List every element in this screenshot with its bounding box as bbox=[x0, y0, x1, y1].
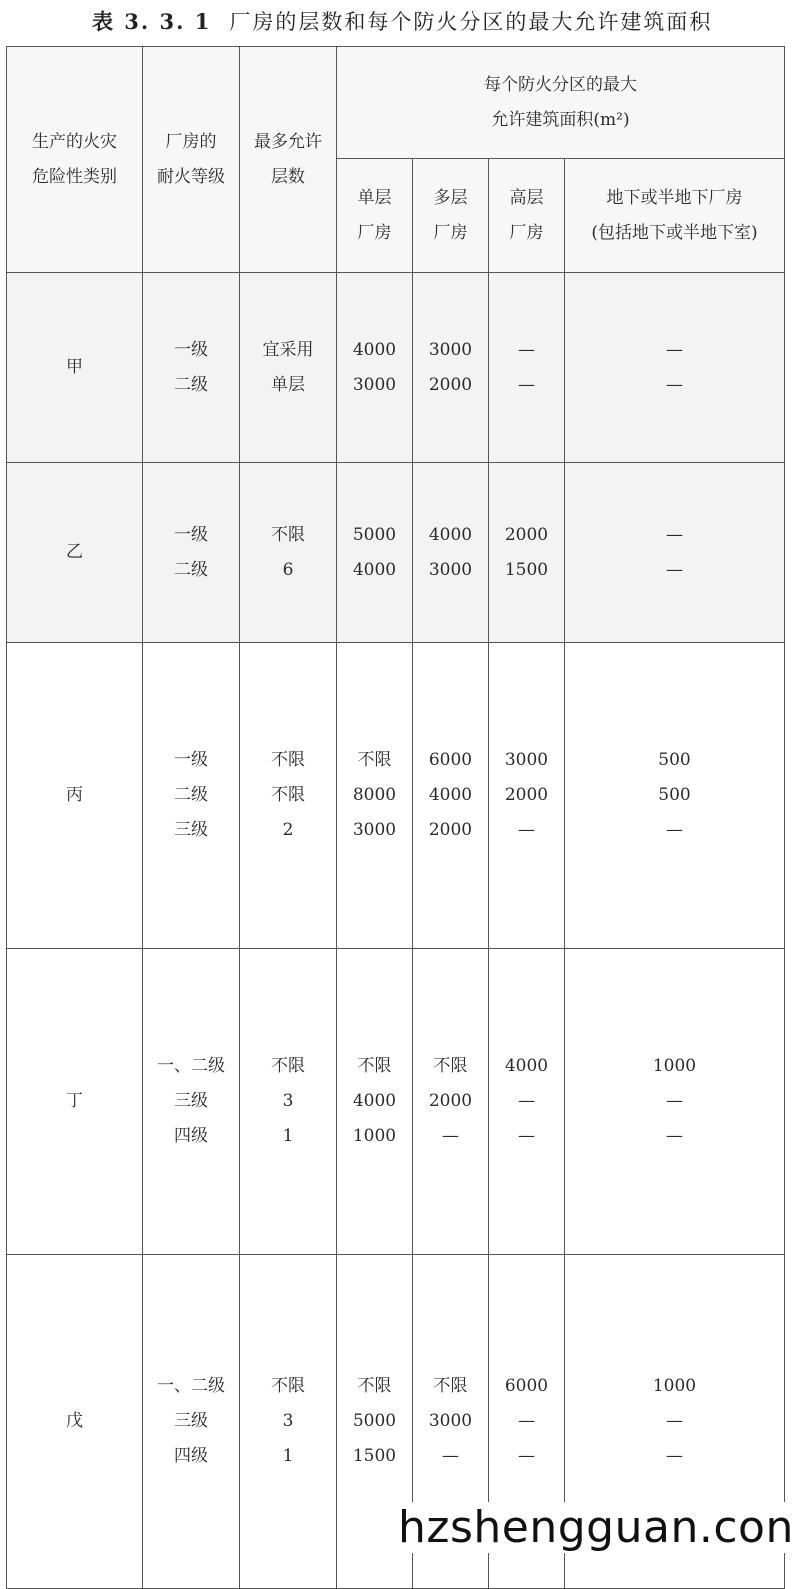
table-number: 表 3. 3. 1 bbox=[92, 9, 212, 34]
multi-cell: 不限 3000 — bbox=[413, 1255, 489, 1589]
single-cell: 4000 3000 bbox=[337, 273, 413, 463]
multi-cell: 3000 2000 bbox=[413, 273, 489, 463]
multi-cell: 4000 3000 bbox=[413, 463, 489, 643]
table-row bbox=[7, 273, 785, 463]
site-watermark: hzshengguan.con bbox=[398, 1502, 794, 1553]
fire-compartment-table bbox=[6, 46, 785, 1589]
header-fire-rating: 厂房的 耐火等级 bbox=[143, 47, 240, 273]
header-area-group: 每个防火分区的最大 允许建筑面积(m²) bbox=[337, 47, 785, 159]
rating-cell: 一级 二级 bbox=[143, 463, 240, 643]
floors-cell: 不限 3 1 bbox=[240, 949, 337, 1255]
single-cell: 不限 4000 1000 bbox=[337, 949, 413, 1255]
floors-cell: 不限 3 1 bbox=[240, 1255, 337, 1589]
high-cell: 6000 — — bbox=[489, 1255, 565, 1589]
header-high: 高层 厂房 bbox=[489, 159, 565, 273]
underground-cell: 1000 — — bbox=[565, 949, 785, 1255]
single-cell: 5000 4000 bbox=[337, 463, 413, 643]
category-cell: 戊 bbox=[7, 1255, 143, 1589]
floors-cell: 不限 不限 2 bbox=[240, 643, 337, 949]
high-cell: — — bbox=[489, 273, 565, 463]
rating-cell: 一、二级 三级 四级 bbox=[143, 949, 240, 1255]
high-cell: 3000 2000 — bbox=[489, 643, 565, 949]
rating-cell: 一、二级 三级 四级 bbox=[143, 1255, 240, 1589]
table-row bbox=[7, 949, 785, 1255]
high-cell: 2000 1500 bbox=[489, 463, 565, 643]
header-row-1 bbox=[7, 47, 785, 159]
header-underground: 地下或半地下厂房 (包括地下或半地下室) bbox=[565, 159, 785, 273]
category-cell: 丁 bbox=[7, 949, 143, 1255]
table-title: 厂房的层数和每个防火分区的最大允许建筑面积 bbox=[229, 10, 713, 34]
header-max-floors: 最多允许 层数 bbox=[240, 47, 337, 273]
header-category: 生产的火灾 危险性类别 bbox=[7, 47, 143, 273]
floors-cell: 宜采用 单层 bbox=[240, 273, 337, 463]
underground-cell: — — bbox=[565, 273, 785, 463]
category-cell: 甲 bbox=[7, 273, 143, 463]
multi-cell: 不限 2000 — bbox=[413, 949, 489, 1255]
single-cell: 不限 8000 3000 bbox=[337, 643, 413, 949]
underground-cell: 500 500 — bbox=[565, 643, 785, 949]
header-multi: 多层 厂房 bbox=[413, 159, 489, 273]
category-cell: 乙 bbox=[7, 463, 143, 643]
table-row bbox=[7, 463, 785, 643]
floors-cell: 不限 6 bbox=[240, 463, 337, 643]
category-cell: 丙 bbox=[7, 643, 143, 949]
header-single: 单层 厂房 bbox=[337, 159, 413, 273]
underground-cell: — — bbox=[565, 463, 785, 643]
single-cell: 不限 5000 1500 bbox=[337, 1255, 413, 1589]
rating-cell: 一级 二级 bbox=[143, 273, 240, 463]
table-row bbox=[7, 643, 785, 949]
high-cell: 4000 — — bbox=[489, 949, 565, 1255]
rating-cell: 一级 二级 三级 bbox=[143, 643, 240, 949]
multi-cell: 6000 4000 2000 bbox=[413, 643, 489, 949]
table-caption bbox=[92, 6, 712, 36]
underground-cell: 1000 — — bbox=[565, 1255, 785, 1589]
